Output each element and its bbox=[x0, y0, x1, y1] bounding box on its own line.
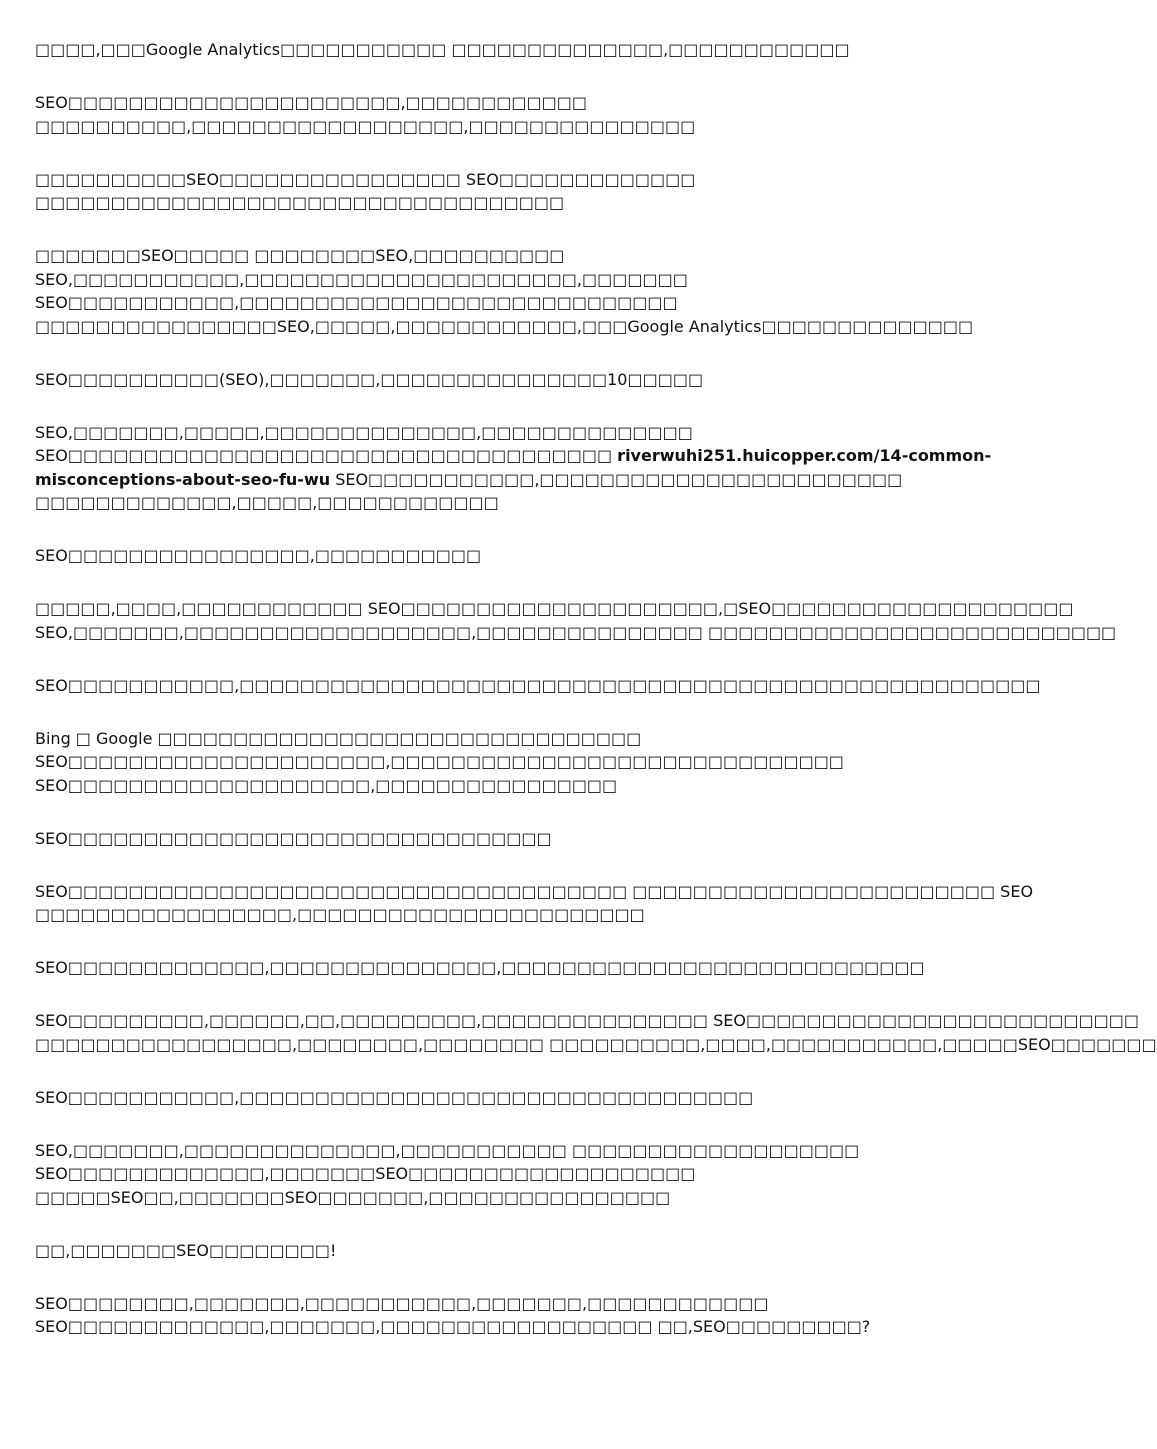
text-line: SEO□□□□□□□□□□□,□□□□□□□□□□□□□□□□□□□□□□□□□□□□□□□□□□□□□□□□□□□□□□□□□□□□□ bbox=[35, 675, 1041, 695]
text-line: SEO□□□□□□□□□□□□□,□□□□□□□,□□□□□□□□□□□□□□□□□□ □□,SEO□□□□□□□□□? bbox=[35, 1317, 871, 1336]
text-line: SEO□□□□□□□□□,□□□□□□,□□,□□□□□□□□□,□□□□□□□□□□□□□□□ SEO□□□□□□□□□□□□□□□□□□□□□□□□□□ bbox=[35, 1011, 1139, 1030]
text-line: □□□□□SEO□□,□□□□□□□SEO□□□□□□□,□□□□□□□□□□□□□□□□ bbox=[35, 1187, 671, 1207]
paragraph bbox=[35, 38, 990, 62]
paragraph bbox=[35, 1139, 990, 1210]
text-line: SEO,□□□□□□□□□□□,□□□□□□□□□□□□□□□□□□□□□□,□□□□□□□ bbox=[35, 269, 688, 289]
paragraph bbox=[35, 827, 990, 851]
text-segment: SEO□□□□□□□□□□□□□□□□□□□□□□□□□□□□□□□□□□□□ bbox=[35, 446, 618, 465]
text-line: □□□□□□□□□□□□□,□□□□□,□□□□□□□□□□□□ bbox=[35, 493, 499, 512]
text-line: SEO□□□□□□□□□□□□□,□□□□□□□□□□□□□□□,□□□□□□□□□□□□□□□□□□□□□□□□□□□□ bbox=[35, 958, 925, 977]
paragraph bbox=[35, 368, 990, 392]
text-line bbox=[35, 444, 990, 468]
paragraph bbox=[35, 597, 1117, 644]
text-line: SEO□□□□□□□□□□□□□□□□□□□□□□□□□□□□□□□□ bbox=[35, 828, 552, 848]
text-line: SEO,□□□□□□□,□□□□□,□□□□□□□□□□□□□□,□□□□□□□□□□□□□□ bbox=[35, 422, 693, 442]
text-line: SEO□□□□□□□□□□(SEO),□□□□□□□,□□□□□□□□□□□□□□□10□□□□□ bbox=[35, 369, 704, 389]
url-link[interactable]: riverwuhi251.huicopper.com/14-common- bbox=[617, 446, 992, 465]
text-line bbox=[35, 468, 990, 492]
text-line: SEO□□□□□□□□□□□□□□□□,□□□□□□□□□□□ bbox=[35, 546, 482, 565]
paragraph bbox=[35, 880, 1034, 927]
document-body bbox=[35, 38, 1157, 1368]
paragraph bbox=[35, 1292, 990, 1339]
paragraph bbox=[35, 421, 990, 515]
text-line: SEO□□□□□□□□□□□□□□□□□□□□,□□□□□□□□□□□□□□□□ bbox=[35, 775, 618, 795]
paragraph bbox=[35, 1239, 990, 1263]
text-line: SEO□□□□□□□□□□□,□□□□□□□□□□□□□□□□□□□□□□□□□□□□□□□□□□ bbox=[35, 1087, 754, 1107]
text-line: SEO□□□□□□□□□□□□□□□□□□□□□□□□□□□□□□□□□□□□□ □□□□□□□□□□□□□□□□□□□□□□□□ SEO bbox=[35, 881, 1034, 901]
paragraph bbox=[35, 168, 990, 215]
paragraph bbox=[35, 1086, 990, 1110]
text-line: SEO,□□□□□□□,□□□□□□□□□□□□□□□□□□□,□□□□□□□□□□□□□□□ □□□□□□□□□□□□□□□□□□□□□□□□□□□ bbox=[35, 622, 1117, 642]
text-line: SEO,□□□□□□□,□□□□□□□□□□□□□□,□□□□□□□□□□□ □□□□□□□□□□□□□□□□□□□ bbox=[35, 1140, 860, 1160]
text-line: □□□□□□□□□□SEO□□□□□□□□□□□□□□□□ SEO□□□□□□□□□□□□□ bbox=[35, 169, 696, 189]
text-line: SEO□□□□□□□□,□□□□□□□,□□□□□□□□□□□,□□□□□□□,□□□□□□□□□□□□ bbox=[35, 1293, 769, 1313]
paragraph bbox=[35, 91, 990, 138]
paragraph bbox=[35, 544, 990, 568]
paragraph bbox=[35, 1009, 1157, 1056]
text-line: □□□□□,□□□□,□□□□□□□□□□□□ SEO□□□□□□□□□□□□□□□□□□□□□,□SEO□□□□□□□□□□□□□□□□□□□□ bbox=[35, 599, 1074, 618]
text-line: SEO□□□□□□□□□□□□□,□□□□□□□SEO□□□□□□□□□□□□□□□□□□□ bbox=[35, 1164, 696, 1183]
paragraph bbox=[35, 956, 990, 980]
text-line: □□□□,□□□Google Analytics□□□□□□□□□□□ □□□□□□□□□□□□□□,□□□□□□□□□□□□ bbox=[35, 40, 850, 59]
text-line: □□□□□□□□□□□□□□□□SEO,□□□□□,□□□□□□□□□□□□,□□□Google Analytics□□□□□□□□□□□□□□ bbox=[35, 316, 974, 336]
url-link-continued[interactable]: misconceptions-about-seo-fu-wu bbox=[35, 469, 331, 489]
text-line: SEO□□□□□□□□□□□,□□□□□□□□□□□□□□□□□□□□□□□□□□□□□ bbox=[35, 293, 678, 312]
text-line: □□□□□□□SEO□□□□□ □□□□□□□□SEO,□□□□□□□□□□ bbox=[35, 246, 565, 265]
text-line: SEO□□□□□□□□□□□□□□□□□□□□□□,□□□□□□□□□□□□ bbox=[35, 93, 587, 112]
text-line: □□,□□□□□□□SEO□□□□□□□□! bbox=[35, 1240, 337, 1260]
text-line: Bing □ Google □□□□□□□□□□□□□□□□□□□□□□□□□□□□□□□□ bbox=[35, 728, 642, 748]
text-line: □□□□□□□□□□□□□□□□□,□□□□□□□□□□□□□□□□□□□□□□□ bbox=[35, 905, 645, 924]
text-line: □□□□□□□□□□□□□□□□□□□□□□□□□□□□□□□□□□□ bbox=[35, 193, 565, 212]
paragraph bbox=[35, 727, 990, 798]
paragraph bbox=[35, 244, 990, 338]
text-line: □□□□□□□□□□□□□□□□□,□□□□□□□□,□□□□□□□□ □□□□□□□□□□,□□□□,□□□□□□□□□□□,□□□□□SEO□□□□□□□ bbox=[35, 1034, 1157, 1054]
text-line: □□□□□□□□□□,□□□□□□□□□□□□□□□□□□,□□□□□□□□□□□□□□□ bbox=[35, 116, 696, 136]
text-segment: SEO□□□□□□□□□□□,□□□□□□□□□□□□□□□□□□□□□□□□ bbox=[330, 469, 903, 489]
paragraph bbox=[35, 674, 1041, 698]
text-line: SEO□□□□□□□□□□□□□□□□□□□□□,□□□□□□□□□□□□□□□□□□□□□□□□□□□□□□ bbox=[35, 752, 844, 771]
